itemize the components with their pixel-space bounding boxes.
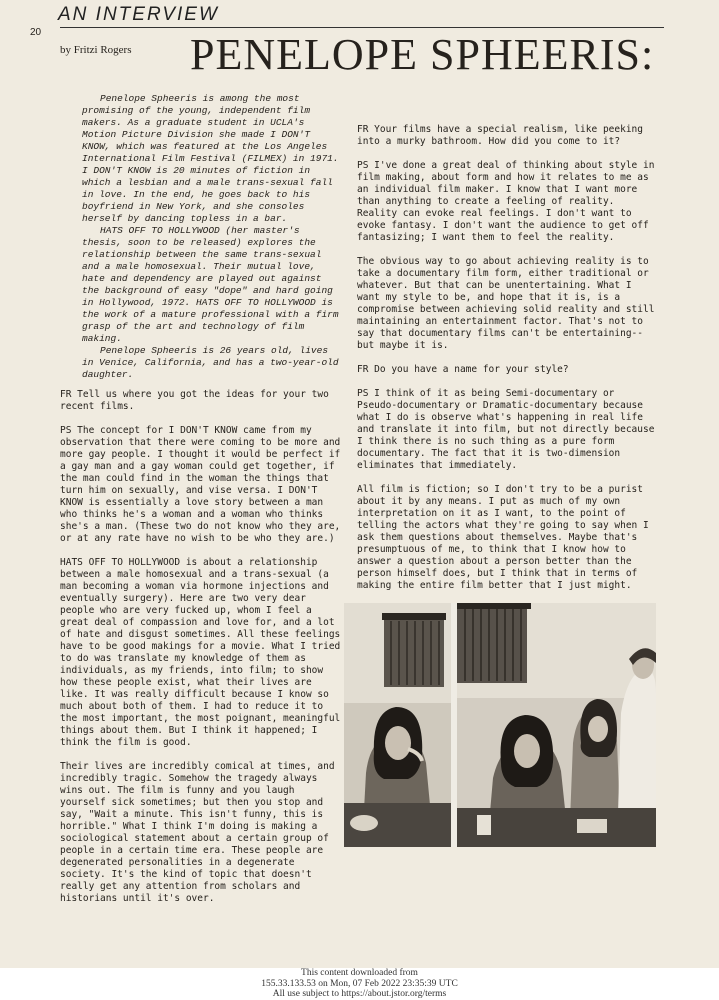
intro-paragraph: HATS OFF TO HOLLYWOOD (her master's thesis, soon to be released) explores the relationship between the same trans-sexual and a male homosexual. Their mutual love, hate and dependency are played out against the background of easy "dope" and hard going in Hollywood, 1972. HATS OFF TO HOLLYWOOD is the work of a mature professional with a firm grasp of the art and technology of film making.: [82, 225, 339, 344]
intro-paragraph: Penelope Spheeris is 26 years old, lives in Venice, California, and has a two-year-old daughter.: [82, 345, 339, 380]
article-title: PENELOPE SPHEERIS:: [190, 30, 655, 79]
interview-paragraph: All film is fiction; so I don't try to be a purist about it by any means. I put as much of my own interpretation on it as I want, to the point of telling the actors what they're going to say when I ask them questions about themselves. Maybe that's presumptuous of me, to think that I know how to answer a question about a person better than the person himself does, but I think that in terms of making the entire film better that I just might.: [357, 484, 649, 591]
film-still-left: [344, 603, 451, 847]
intro-column: [82, 93, 340, 381]
interview-paragraph: FR Tell us where you got the ideas for your two recent films.: [60, 389, 329, 412]
interview-paragraph: PS I think of it as being Semi-documentary or Pseudo-documentary or Dramatic-documentary because what I do is observe what's happening in real life and translate it into film, but not directly because I think there is no such thing as a pure form documentary. The fact that it is two-dimension eliminates that immediately.: [357, 388, 655, 471]
footer-line: This content downloaded from: [301, 968, 418, 978]
film-still-left-image: [344, 603, 451, 847]
interview-paragraph: Their lives are incredibly comical at times, and incredibly tragic. Somehow the tragedy always wins out. The film is funny and you laugh yourself sick sometimes; but then you stop and say, "Wait a minute. This isn't funny, this is horrible." What I think I'm doing is making a sociological statement about a certain group of people in a certain time era. These people are degenerated personalities in a degenerate society. It's the kind of topic that doesn't really get any attention from scholars and historians until it's over.: [60, 761, 335, 904]
byline: by Fritzi Rogers: [60, 44, 132, 56]
interview-paragraph: FR Do you have a name for your style?: [357, 364, 569, 375]
footer-line: All use subject to https://about.jstor.org/terms: [272, 989, 447, 999]
interview-paragraph: HATS OFF TO HOLLYWOOD is about a relationship between a male homosexual and a trans-sexual (a man becoming a woman via hormone injections and eventually surgery). Here are two very dear people who are very fucked up, whom I feel a great deal of compassion and love for, and a lot of hate and disgust sometimes. All these feelings have to be good makings for a movie. What I tried to do was translate my knowledge of them as individuals, as my friends, into film; to show how these people exist, what their lives are like. It was really difficult because I know so much about both of them. I had to reduce it to the most important, the most poignant, meaningful things about them. But I think it happened; I think the film is good.: [60, 557, 341, 748]
footer-line: 155.33.133.53 on Mon, 07 Feb 2022 23:35:39 UTC: [261, 978, 458, 989]
download-notice: [0, 968, 719, 1000]
interview-paragraph: PS I've done a great deal of thinking about style in film making, about form and how it relates to me as an individual film maker. I know that I want more than anything to create a feeling of reality. Reality can evoke real feelings. I don't want to evoke fantasy. I don't want the audience to get off fantasizing; I want them to feel the reality.: [357, 160, 655, 243]
right-column: [357, 124, 655, 628]
interview-paragraph: FR Your films have a special realism, like peeking into a murky bathroom. How did you come to it?: [357, 124, 643, 147]
film-still-photo: [344, 603, 656, 847]
interview-paragraph: PS The concept for I DON'T KNOW came from my observation that there were coming to be more and more gay people. I thought it would be perfect if a gay man and a gay woman could get together, if the man could find in the woman the things that turn him on sexually, and vise versa. I DON'T KNOW is essentially a love story between a man who thinks he's a woman and a woman who thinks she's a man. (These two do not know who they are, or at any rate have no wish to be who they are.): [60, 425, 341, 544]
header-rule: [60, 27, 664, 28]
section-kicker: AN INTERVIEW: [58, 4, 219, 25]
film-still-right-image: [457, 603, 656, 847]
left-column: [60, 389, 343, 917]
film-still-right: [457, 603, 656, 847]
intro-paragraph: Penelope Spheeris is among the most promising of the young, independent film makers. As a graduate student in UCLA's Motion Picture Division she made I DON'T KNOW, which was featured at the Los Angeles International Film Festival (FILMEX) in 1971. I DON'T KNOW is 20 minutes of fiction in which a lesbian and a male trans-sexual fall in love. In the end, he goes back to his boyfriend in New York, and she consoles herself by dancing topless in a bar.: [82, 93, 339, 224]
page-number: 20: [30, 27, 42, 38]
interview-paragraph: The obvious way to go about achieving reality is to take a documentary film form, either traditional or whatever. But that can be unentertaining. What I want my style to be, and hope that it is, is a compromise between achieving solid reality and still maintaining an entertainment factor. That's not to say that documentary films can't be entertaining-- but maybe it is.: [357, 256, 655, 351]
